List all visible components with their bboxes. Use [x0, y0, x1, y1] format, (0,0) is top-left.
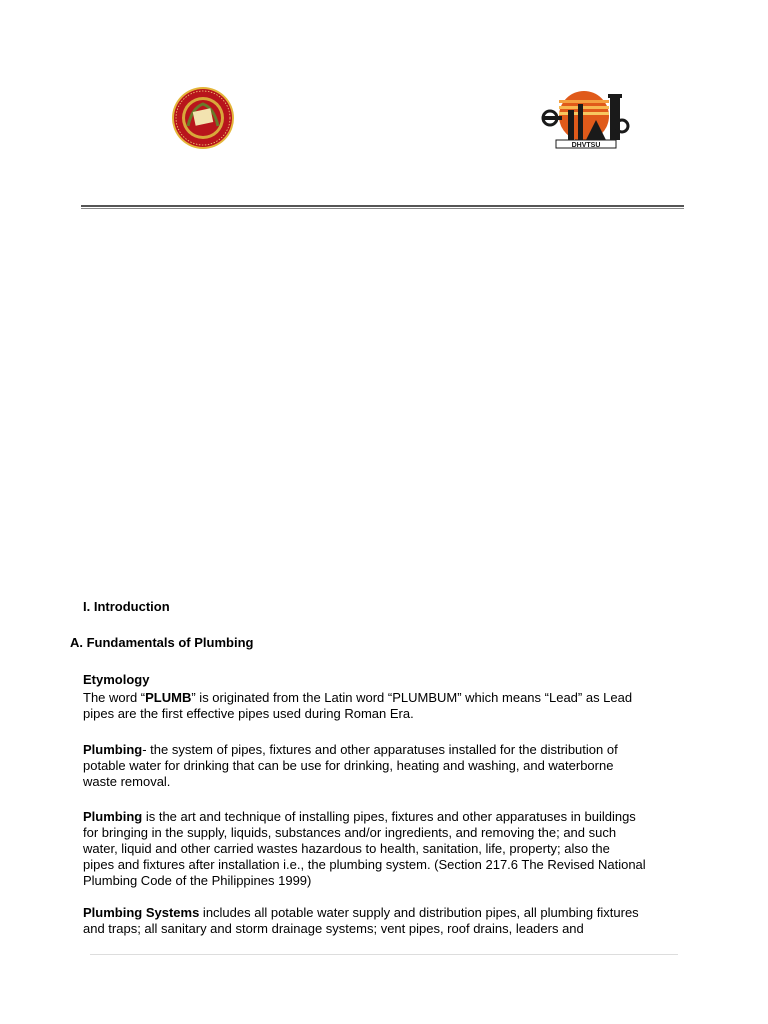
- section-heading-introduction: I. Introduction: [83, 599, 170, 614]
- text-run: The word “: [83, 690, 146, 705]
- text-line: and traps; all sanitary and storm drainage systems; vent pipes, roof drains, leaders and: [83, 921, 584, 936]
- plumbing-systems-paragraph: [83, 905, 683, 937]
- bold-term: Plumbing Systems: [83, 905, 200, 920]
- text-line: for bringing in the supply, liquids, substances and/or ingredients, and removing the; and such: [83, 825, 617, 840]
- etymology-heading: Etymology: [83, 672, 150, 687]
- page-bottom-divider: [90, 954, 678, 955]
- university-seal-icon: [166, 86, 240, 150]
- text-line: waste removal.: [83, 774, 171, 789]
- bold-term: PLUMB: [145, 690, 192, 705]
- header-divider-thin: [81, 208, 684, 209]
- bold-term: Plumbing: [83, 742, 143, 757]
- plumbing-art-paragraph: [83, 809, 683, 889]
- text-run: - the system of pipes, fixtures and other apparatuses installed for the distribution of: [142, 742, 618, 757]
- bold-term: Plumbing: [83, 809, 143, 824]
- subsection-heading-fundamentals: A. Fundamentals of Plumbing: [70, 635, 254, 650]
- text-line: water, liquid and other carried wastes hazardous to health, sanitation, life, property; also the: [83, 841, 610, 856]
- text-line: Plumbing Code of the Philippines 1999): [83, 873, 312, 888]
- text-line: pipes and fixtures after installation i.e., the plumbing system. (Section 217.6 The Revised National: [83, 857, 646, 872]
- college-logo: [538, 90, 630, 152]
- header-divider: [81, 205, 684, 207]
- university-seal-logo: [166, 86, 240, 150]
- plumbing-definition-paragraph: [83, 742, 683, 790]
- college-architecture-logo-icon: [538, 90, 630, 152]
- svg-text:DHVTSU: DHVTSU: [571, 142, 601, 149]
- etymology-paragraph: [83, 690, 683, 722]
- text-run: ” is originated from the Latin word “PLUMBUM” which means “Lead” as Lead: [191, 690, 633, 705]
- text-line: pipes are the first effective pipes used during Roman Era.: [83, 706, 414, 721]
- text-run: includes all potable water supply and distribution pipes, all plumbing fixtures: [199, 905, 639, 920]
- text-line: potable water for drinking that can be use for drinking, heating and washing, and waterborne: [83, 758, 614, 773]
- text-run: is the art and technique of installing pipes, fixtures and other apparatuses in buildings: [142, 809, 636, 824]
